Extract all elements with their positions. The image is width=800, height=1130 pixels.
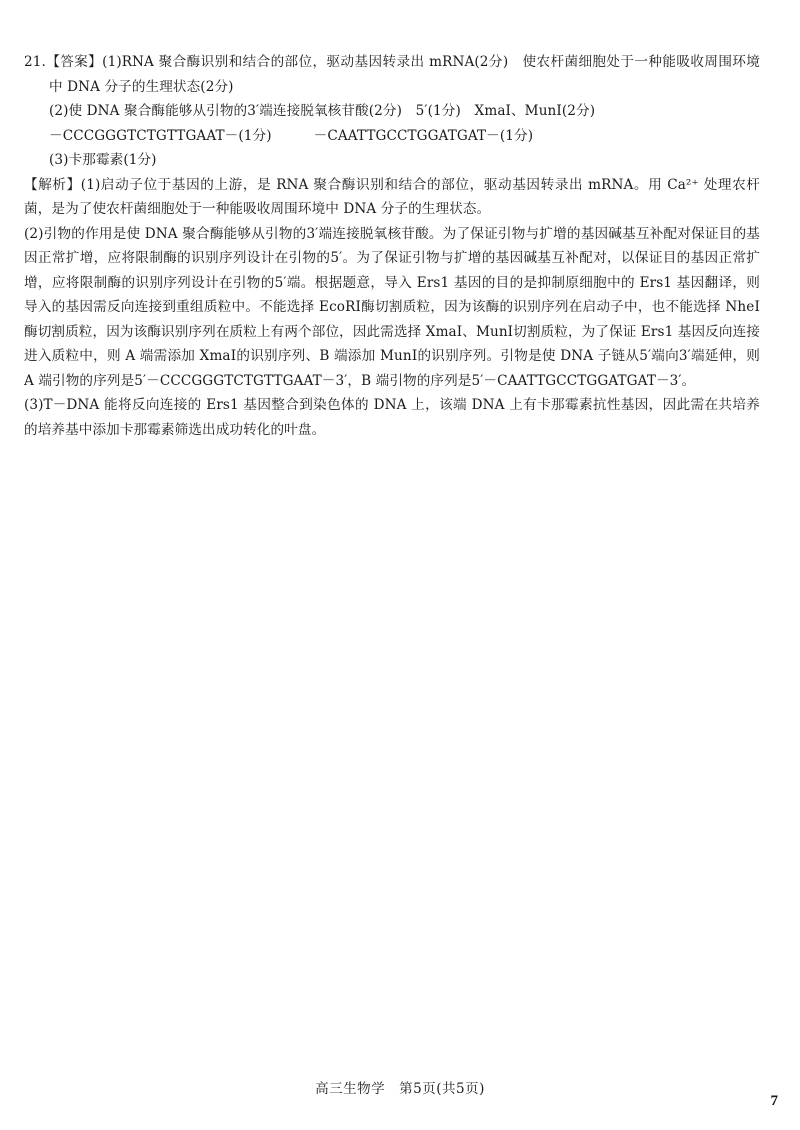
answer-part-1: 21.【答案】(1)RNA 聚合酶识别和结合的部位，驱动基因转录出 mRNA(2分) 使农杆菌细胞处于一种能吸收周围环境中 DNA 分子的生理状态(2分) bbox=[24, 54, 760, 95]
answer-part-3: (3)卡那霉素(1分) bbox=[49, 152, 157, 168]
answer-key-content bbox=[24, 50, 760, 442]
answer-part-2: (2)使 DNA 聚合酶能够从引物的3′端连接脱氧核苷酸(2分) 5′(1分) XmaⅠ、MunⅠ(2分) bbox=[49, 103, 596, 119]
primer-sequence-a: －CCCGGGTCTGTTGAAT－(1分) bbox=[49, 127, 272, 144]
analysis-part-1: 【解析】(1)启动子位于基因的上游，是 RNA 聚合酶识别和结合的部位，驱动基因转录出 mRNA。用 Ca²⁺ 处理农杆菌，是为了使农杆菌细胞处于一种能吸收周围环境中 DNA 分子的生理状态。 bbox=[24, 176, 760, 217]
page-number: 7 bbox=[770, 1093, 778, 1109]
primer-sequence-b: －CAATTGCCTGGATGAT－(1分) bbox=[313, 127, 534, 144]
analysis-part-2: (2)引物的作用是使 DNA 聚合酶能够从引物的3′端连接脱氧核苷酸。为了保证引物与扩增的基因碱基互补配对保证目的基因正常扩增，应将限制酶的识别序列设计在引物的5′。为了保证引物与扩增的基因碱基互补配对，以保证目的基因正常扩增，应将限制酶的识别序列设计在引物的5′端。根据题意，导入 Ers1 基因的目的是抑制原细胞中的 Ers1 基因翻译，则导入的基因需反向连接到重组质粒中。不能选择 EcoRⅠ酶切割质粒，因为该酶的识别序列在启动子中，也不能选择 NheⅠ酶切割质粒，因为该酶识别序列在质粒上有两个部位，因此需选择 XmaⅠ、MunⅠ切割质粒，为了保证 Ers1 基因反向连接进入质粒中，则 A 端需添加 XmaⅠ的识别序列、B 端添加 MunⅠ的识别序列。引物是使 DNA 子链从5′端向3′端延伸，则 A 端引物的序列是5′－CCCGGGTCTGTTGAAT－3′，B 端引物的序列是5′－CAATTGCCTGGATGAT－3′。 bbox=[24, 225, 760, 389]
primer-sequences-row bbox=[24, 124, 760, 149]
analysis-part-3: (3)T－DNA 能将反向连接的 Ers1 基因整合到染色体的 DNA 上，该端 DNA 上有卡那霉素抗性基因，因此需在共培养的培养基中添加卡那霉素筛选出成功转化的叶盘。 bbox=[24, 397, 760, 438]
page-footer: 高三生物学 第5页(共5页) bbox=[315, 1081, 485, 1097]
